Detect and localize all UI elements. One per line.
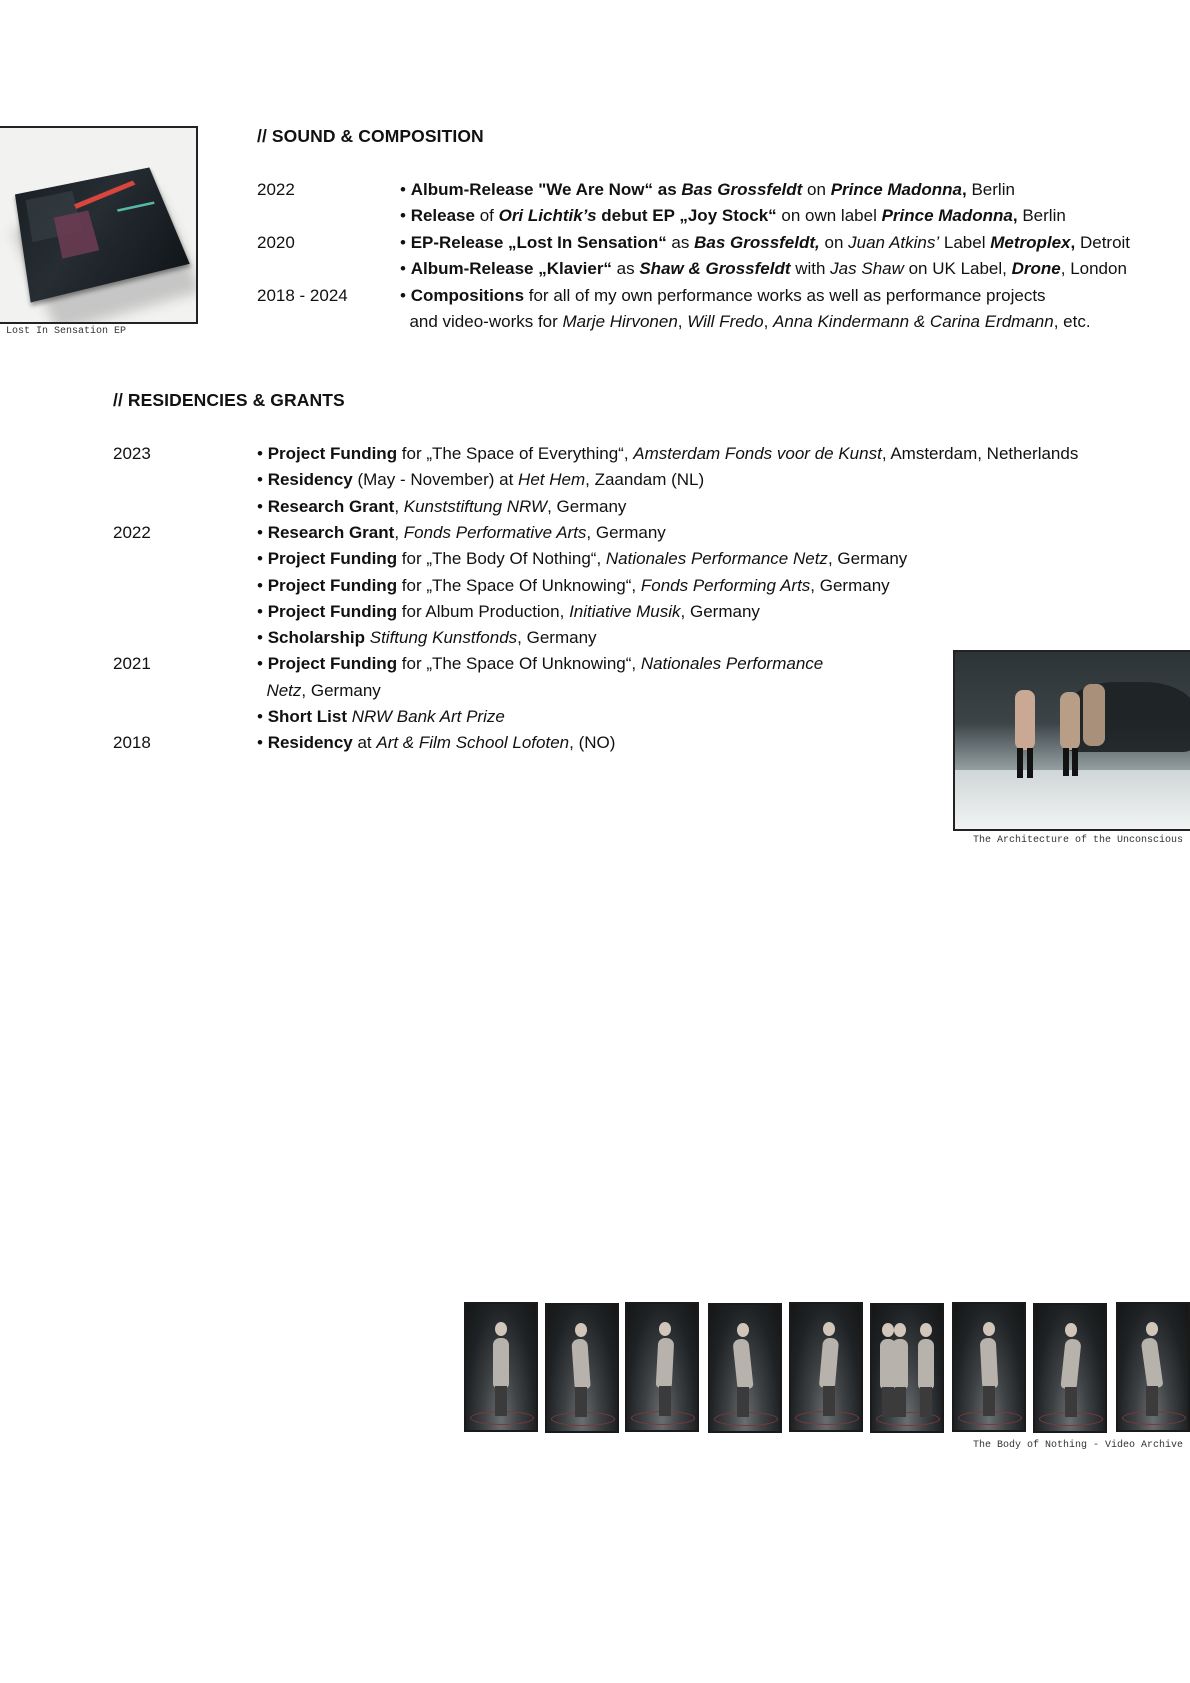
residency-entry: • Project Funding for „The Space of Everything“, Amsterdam Fonds voor de Kunst, Amsterdam, Netherlands [257,444,1079,463]
album-cover-image [0,126,198,324]
sound-entry: • Compositions for all of my own performance works as well as performance projects [400,285,1046,305]
sound-year: 2018 - 2024 [257,285,348,305]
residency-entry: • Project Funding for „The Space Of Unknowing“, Fonds Performing Arts, Germany [257,575,890,595]
residency-entry: • Residency (May - November) at Het Hem, Zaandam (NL) [257,470,705,490]
residency-entry: • Project Funding for Album Production, Initiative Musik, Germany [257,601,760,621]
residency-year: 2022 [113,522,151,542]
filmstrip-frame [545,1303,619,1433]
residency-entry: • Research Grant, Kunststiftung NRW, Germany [257,496,627,516]
sound-heading: // SOUND & COMPOSITION [257,126,484,146]
residency-year: 2021 [113,654,151,674]
sound-entry: and video-works for Marje Hirvonen, Will Fredo, Anna Kindermann & Carina Erdmann, etc. [400,312,1091,331]
residencies-heading: // RESIDENCIES & GRANTS [113,390,345,410]
residency-entry: Netz, Germany [266,680,381,700]
sound-year: 2022 [257,180,295,199]
residency-year: 2023 [113,444,151,463]
filmstrip-frame [1116,1302,1190,1432]
residency-entry: • Research Grant, Fonds Performative Arts, Germany [257,522,666,542]
residency-entry: • Scholarship Stiftung Kunstfonds, Germany [257,628,597,648]
filmstrip-caption: The Body of Nothing - Video Archive [972,1440,1183,1451]
album-cover-caption: Lost In Sensation EP [6,326,127,337]
residency-entry: • Residency at Art & Film School Lofoten, (NO) [257,733,616,753]
residency-entry: • Project Funding for „The Space Of Unknowing“, Nationales Performance [257,654,824,674]
sound-year: 2020 [257,232,295,252]
architecture-caption: The Architecture of the Unconscious [972,835,1183,846]
architecture-photo [953,650,1190,831]
filmstrip-frame [464,1302,538,1432]
residency-entry: • Short List NRW Bank Art Prize [257,707,505,726]
filmstrip-frame [708,1303,782,1433]
sound-entry: • Album-Release „Klavier“ as Shaw & Grossfeldt with Jas Shaw on UK Label, Drone, London [400,259,1127,279]
sound-entry: • Album-Release "We Are Now“ as Bas Grossfeldt on Prince Madonna, Berlin [400,180,1015,199]
sound-entry: • EP-Release „Lost In Sensation“ as Bas Grossfeldt, on Juan Atkins’ Label Metroplex, Detroit [400,232,1131,252]
sound-entry: • Release of Ori Lichtik’s debut EP „Joy Stock“ on own label Prince Madonna, Berlin [400,206,1066,226]
residency-year: 2018 [113,733,151,753]
filmstrip-frame [625,1302,699,1432]
filmstrip-frame [789,1302,863,1432]
filmstrip-frame [1033,1303,1107,1433]
residency-entry: • Project Funding for „The Body Of Nothing“, Nationales Performance Netz, Germany [257,549,908,569]
filmstrip-frame [870,1303,944,1433]
filmstrip-frame [952,1302,1026,1432]
